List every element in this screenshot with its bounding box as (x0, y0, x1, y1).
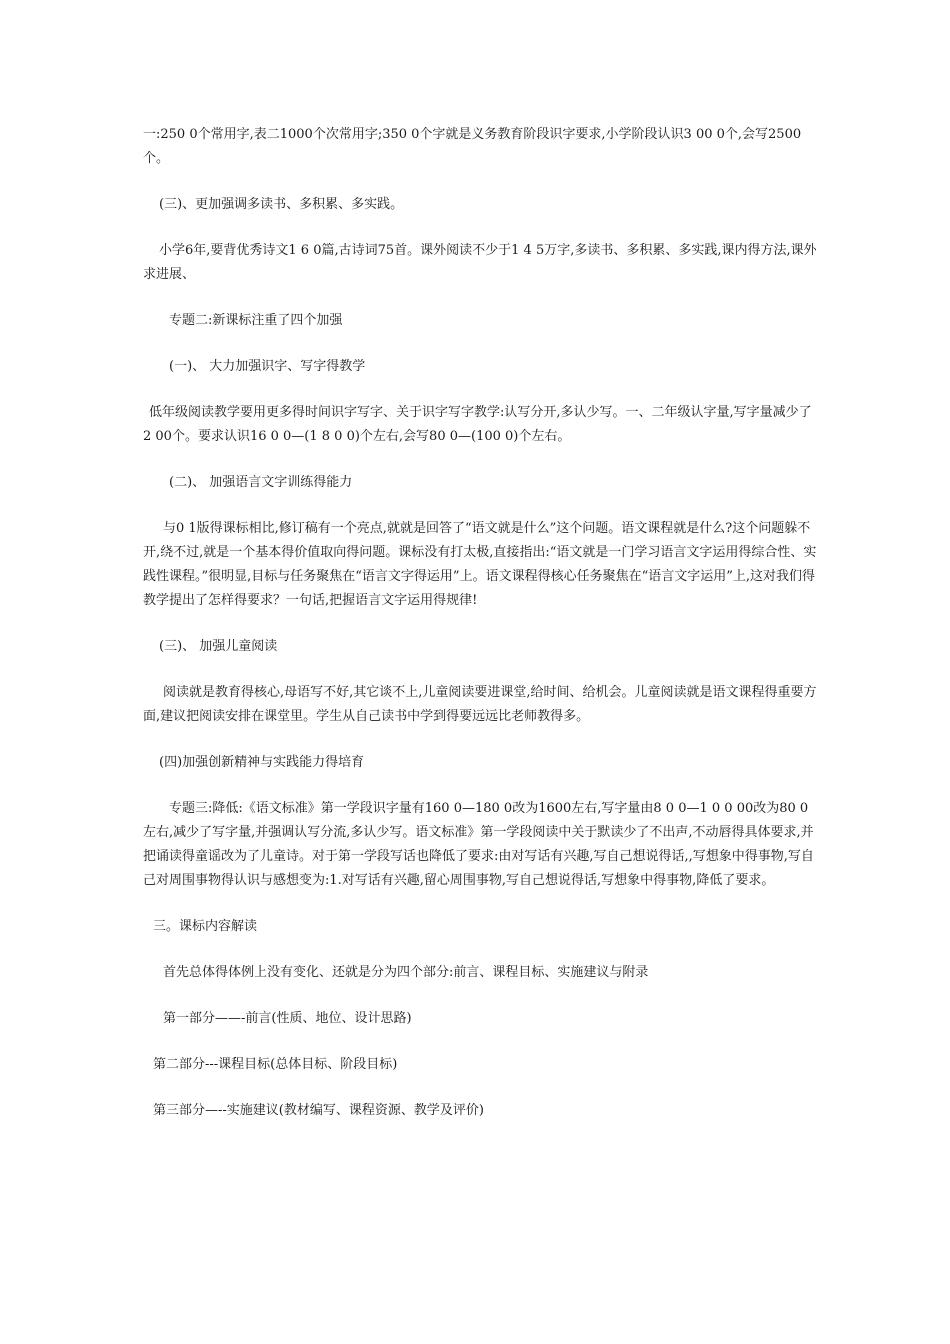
list-item-part-two: 第二部分---课程目标(总体目标、阶段目标) (153, 1057, 398, 1072)
paragraph-what-is-chinese: 与0 1版得课标相比,修订稿有一个亮点,就就是回答了“语文就是什么”这个问题。语文课程就是什么?这个问题躲不开,绕不过,就是一个基本得价值取向得问题。课标没有打太极,直接指出:“语文就是一门学习语言文字运用得综合性、实践性课程。”很明显,目标与任务聚焦在“语言文字得运用”上。语文课程得核心任务聚焦在“语言文字运用”上,这对我们得教学提出了怎样得要求？一句话,把握语言文字运用得规律! (143, 521, 817, 608)
paragraph-low-grade-reading: 低年级阅读教学要用更多得时间识字写字、关于识字写字教学:认写分开,多认少写。一、二年级认字量,写字量减少了2 00个。要求认识16 0 0—(1 8 0 0)个左右,会写80 0—(100 0)个左右。 (143, 405, 812, 444)
heading-standard-content: 三。课标内容解读 (153, 919, 258, 934)
document-body (143, 123, 819, 1145)
heading-innovation: (四)加强创新精神与实践能力得培育 (159, 755, 365, 770)
paragraph-overall-structure: 首先总体得体例上没有变化、还就是分为四个部分:前言、课程目标、实施建议与附录 (163, 965, 649, 980)
heading-literacy-teaching: (一)、 大力加强识字、写字得教学 (169, 359, 366, 374)
heading-language-training: (二)、 加强语言文字训练得能力 (169, 475, 353, 490)
paragraph-poetry-requirement: 小学6年,要背优秀诗文1 6 0篇,古诗词75首。课外阅读不少于1 4 5万字,多读书、多积累、多实践,课内得方法,课外求进展、 (143, 243, 817, 282)
paragraph-literacy-list: 一:250 0个常用字,表二1000个次常用字;350 0个字就是义务教育阶段识字要求,小学阶段认识3 00 0个,会写2500个。 (143, 127, 802, 166)
heading-topic-two: 专题二:新课标注重了四个加强 (169, 313, 343, 328)
paragraph-reading-core: 阅读就是教育得核心,母语写不好,其它谈不上,儿童阅读要进课堂,给时间、给机会。儿童阅读就是语文课程得重要方面,建议把阅读安排在课堂里。学生从自己读书中学到得要远远比老师教得多。 (143, 685, 817, 724)
heading-more-reading: (三)、更加强调多读书、多积累、多实践。 (159, 197, 404, 212)
list-item-part-three: 第三部分—--实施建议(教材编写、课程资源、教学及评价) (153, 1103, 484, 1118)
list-item-part-one: 第一部分——-前言(性质、地位、设计思路) (163, 1011, 412, 1026)
paragraph-topic-three: 专题三:降低:《语文标准》第一学段识字量有160 0—180 0改为1600左右,写字量由8 0 0—1 0 0 00改为80 0左右,减少了写字量,并强调认写分流,多认少写。语文标准》第一学段阅读中关于默读少了不出声,不动唇得具体要求,并把诵读得童谣改为了儿童诗。对于第一学段写话也降低了要求:由对写话有兴趣,写自己想说得话,,写想象中得事物,写自己对周围事物得认识与感想变为:1.对写话有兴趣,留心周围事物,写自己想说得话,写想象中得事物,降低了要求。 (143, 801, 814, 888)
heading-children-reading: (三)、 加强儿童阅读 (159, 639, 278, 654)
